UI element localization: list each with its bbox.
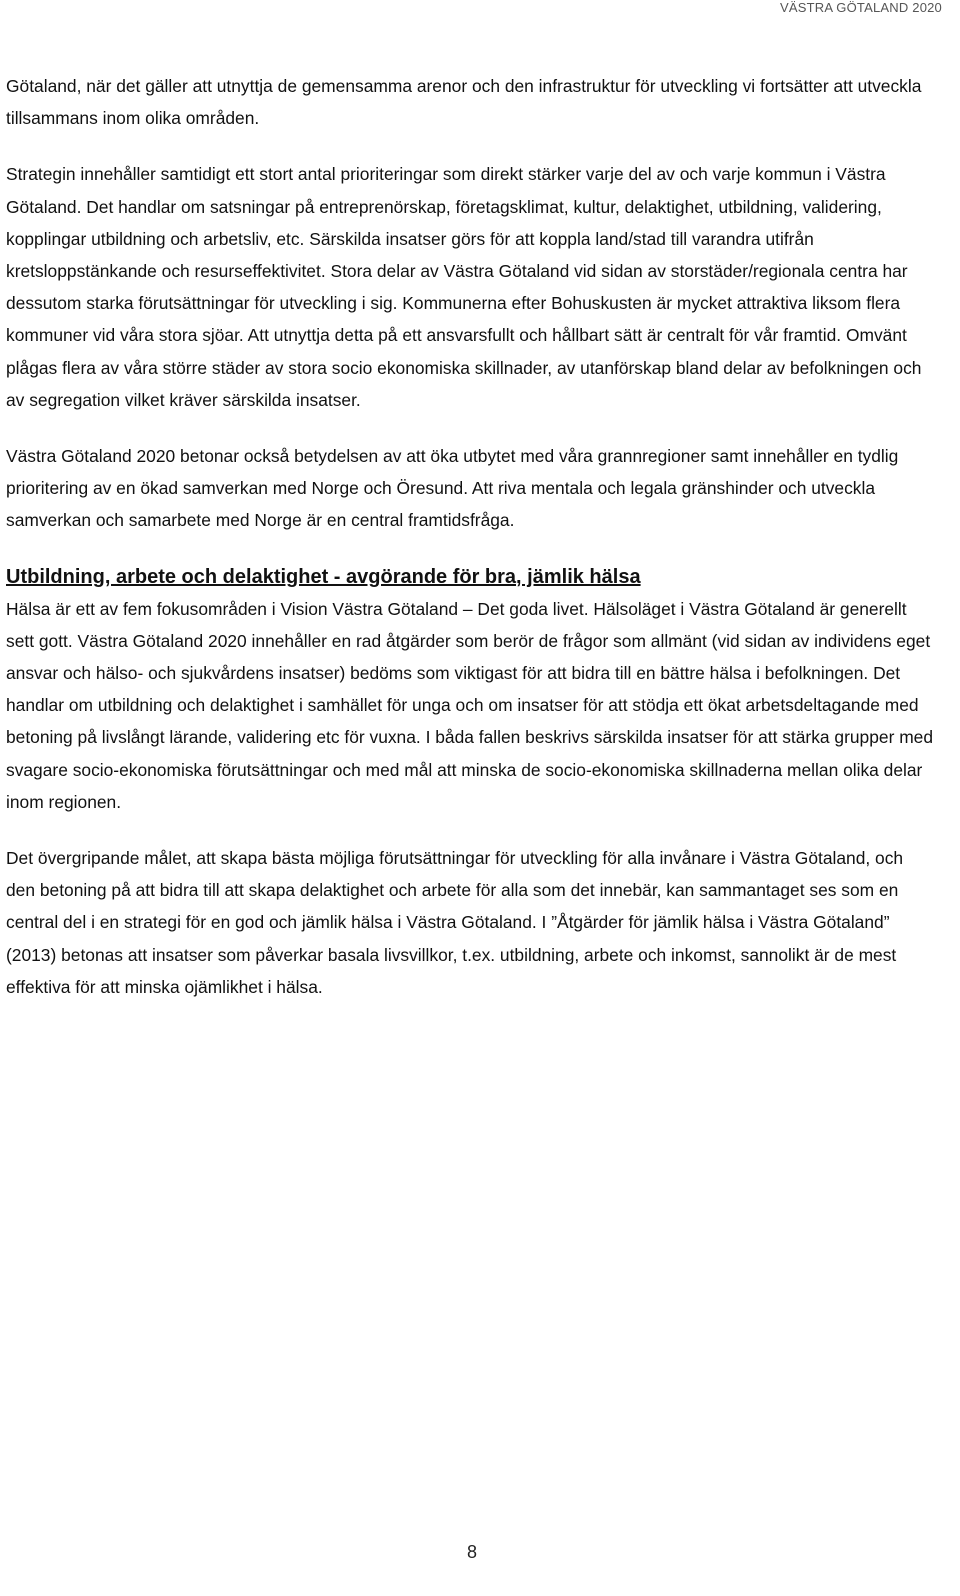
paragraph-neighbour-regions: Västra Götaland 2020 betonar också betydelsen av att öka utbytet med våra grannregioner samt innehåller en tydlig prioritering av en ökad samverkan med Norge och Öresund. Att riva mentala och legala gränshinder och utveckla samverkan och samarbete med Norge är en central framtidsfråga. <box>6 446 899 531</box>
paragraph-health-focus: Hälsa är ett av fem fokusområden i Vision Västra Götaland – Det goda livet. Hälsoläget i Västra Götaland är generellt sett gott. Västra Götaland 2020 innehåller en rad åtgärder som berör de frågor som allmänt (vid sidan av individens eget ansvar och hälso- och sjukvårdens insatser) bedöms som viktigast för att bidra till en bättre hälsa i befolkningen. Det handlar om utbildning och delaktighet i samhället för unga och om insatser för att stödja ett ökat arbetsdeltagande med betoning på livslångt lärande, validering etc för vuxna. I båda fallen beskrivs särskilda insatser för att stärka grupper med svagare socio-ekonomiska förutsättningar och med mål att minska de socio-ekonomiska skillnaderna mellan olika delar inom regionen. <box>6 598 934 812</box>
document-body <box>6 70 934 1003</box>
section-heading-health: Utbildning, arbete och delaktighet - avgörande för bra, jämlik hälsa <box>6 565 641 588</box>
paragraph-strategy-priorities: Strategin innehåller samtidigt ett stort antal prioriteringar som direkt stärker varje del av och varje kommun i Västra Götaland. Det handlar om satsningar på entreprenörskap, företagsklimat, kultur, delaktighet, utbildning, validering, kopplingar utbildning och arbetsliv, etc. Särskilda insatser görs för att koppla land/stad till varandra utifrån kretsloppstänkande och resurseffektivitet. Stora delar av Västra Götaland vid sidan av storstäder/regionala centra har dessutom starka förutsättningar för utveckling i sig. Kommunerna efter Bohuskusten är mycket attraktiva liksom flera kommuner vid våra stora sjöar. Att utnyttja detta på ett ansvarsfullt och hållbart sätt är centralt för vår framtid. Omvänt plågas flera av våra större städer av stora socio ekonomiska skillnader, av utanförskap bland delar av befolkningen och av segregation vilket kräver särskilda insatser. <box>6 164 922 410</box>
paragraph-intro-continuation: Götaland, när det gäller att utnyttja de gemensamma arenor och den infrastruktur för utveckling vi fortsätter att utveckla tillsammans inom olika områden. <box>6 76 922 129</box>
page-number: 8 <box>466 1542 477 1562</box>
running-header: VÄSTRA GÖTALAND 2020 <box>780 0 942 15</box>
paragraph-overall-goal: Det övergripande målet, att skapa bästa möjliga förutsättningar för utveckling för alla invånare i Västra Götaland, och den betoning på att bidra till att skapa delaktighet och arbete för alla som det innebär, kan sammantaget ses som en central del i en strategi för en god och jämlik hälsa i Västra Götaland. I ”Åtgärder för jämlik hälsa i Västra Götaland” (2013) betonas att insatser som påverkar basala livsvillkor, t.ex. utbildning, arbete och inkomst, sannolikt är de mest effektiva för att minska ojämlikhet i hälsa. <box>6 848 904 997</box>
